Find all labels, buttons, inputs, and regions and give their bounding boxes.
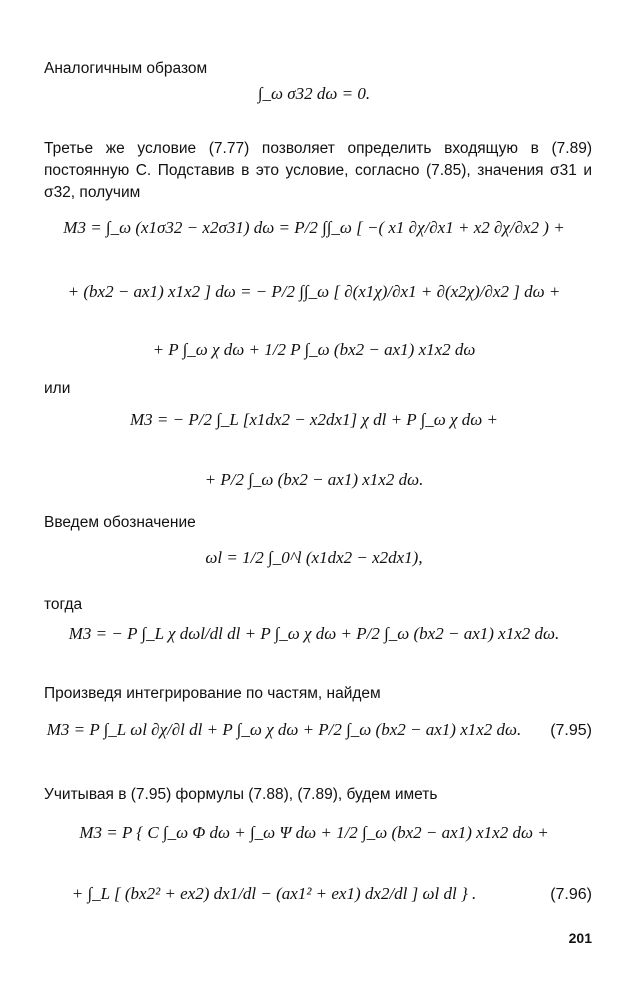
paragraph-considering: Учитывая в (7.95) формулы (7.88), (7.89), будем иметь	[44, 786, 438, 803]
equation-m3-alt-line1: M3 = − P/2 ∫_L [x1dx2 − x2dx1] χ dl + P ∫_ω χ dω +	[129, 410, 498, 429]
equation-integral-sigma32: ∫_ω σ32 dω = 0.	[257, 84, 371, 103]
equation-omega-l: ωl = 1/2 ∫_0^l (x1dx2 − x2dx1),	[205, 548, 423, 567]
paragraph-third-condition: Третье же условие (7.77) позволяет определить входящую в (7.89) постоянную C. Подставив в это условие, согласно (7.85), значения σ31 и σ32, получим	[44, 140, 592, 201]
paragraph-integration-by-parts: Произведя интегрирование по частям, найдем	[44, 685, 381, 702]
paragraph-then: тогда	[44, 596, 83, 613]
equation-796-line1: M3 = P { C ∫_ω Φ dω + ∫_ω Ψ dω + 1/2 ∫_ω (bx2 − ax1) x1x2 dω +	[79, 823, 549, 842]
equation-m3-then: M3 = − P ∫_L χ dωl/dl dl + P ∫_ω χ dω + P/2 ∫_ω (bx2 − ax1) x1x2 dω.	[68, 624, 560, 643]
equation-number-795: (7.95)	[550, 722, 592, 739]
equation-m3-alt-line2: + P/2 ∫_ω (bx2 − ax1) x1x2 dω.	[204, 470, 424, 489]
paragraph-notation: Введем обозначение	[44, 514, 196, 531]
equation-m3-line2: + (bx2 − ax1) x1x2 ] dω = − P/2 ∫∫_ω [ ∂(x1χ)/∂x1 + ∂(x2χ)/∂x2 ] dω +	[67, 282, 561, 301]
equation-m3-line1: M3 = ∫_ω (x1σ32 − x2σ31) dω = P/2 ∫∫_ω [ −( x1 ∂χ/∂x1 + x2 ∂χ/∂x2 ) +	[63, 218, 565, 237]
paragraph-analogichno: Аналогичным образом	[44, 60, 208, 77]
page-number: 201	[568, 930, 592, 946]
equation-m3-line3: + P ∫_ω χ dω + 1/2 P ∫_ω (bx2 − ax1) x1x2 dω	[152, 340, 476, 359]
equation-796-line2: + ∫_L [ (bx2² + ex2) dx1/dl − (ax1² + ex1) dx2/dl ] ωl dl } .	[71, 884, 477, 903]
equation-795: M3 = P ∫_L ωl ∂χ/∂l dl + P ∫_ω χ dω + P/2 ∫_ω (bx2 − ax1) x1x2 dω.	[46, 720, 522, 739]
equation-number-796: (7.96)	[550, 886, 592, 903]
paragraph-or: или	[44, 380, 71, 397]
